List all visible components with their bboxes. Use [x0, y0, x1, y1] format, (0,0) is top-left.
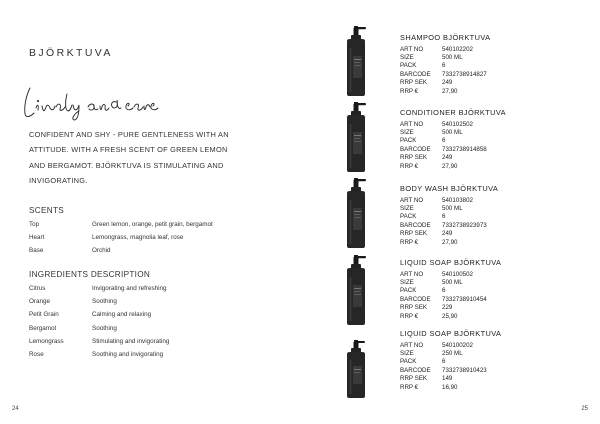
scent-row: [29, 218, 213, 231]
ingredient-row: [29, 322, 169, 335]
scent-row: [29, 244, 213, 257]
scents-title: SCENTS: [29, 206, 65, 215]
ingredient-row: [29, 308, 169, 321]
spec-row: BARCODE 7332738910423: [400, 366, 487, 374]
spec-row: RRP € 25,90: [400, 312, 458, 320]
tagline-script: [16, 80, 166, 122]
product-spec-liquid-soap-250: [400, 329, 560, 391]
spec-row: ART NO 540103802: [400, 196, 473, 204]
ingredient-desc: Invigorating and refreshing: [92, 285, 167, 293]
product-title: SHAMPOO BJÖRKTUVA: [400, 33, 491, 42]
product-bottle-image: [341, 178, 371, 248]
spec-row: ART NO 540100202: [400, 341, 473, 349]
ingredient-name: Lemongrass: [29, 337, 64, 345]
page-number-left: 24: [12, 406, 19, 412]
product-bottle-image: [341, 102, 371, 172]
spec-row: RRP SEK 149: [400, 375, 453, 383]
spec-row: RRP € 16,90: [400, 383, 458, 391]
spec-row: ART NO 540102502: [400, 120, 473, 128]
scent-note: Heart: [29, 234, 45, 242]
page-number-right: 25: [581, 406, 588, 412]
product-spec-body-wash: [400, 184, 560, 246]
product-title: CONDITIONER BJÖRKTUVA: [400, 108, 506, 117]
spec-row: ART NO 540100502: [400, 270, 473, 278]
product-spec-liquid-soap-500: [400, 258, 560, 320]
ingredient-name: Citrus: [29, 285, 46, 293]
scent-row: [29, 231, 213, 244]
spec-row: PACK 6: [400, 213, 446, 221]
pump-bottle-icon: [341, 102, 371, 172]
spec-row: RRP SEK 249: [400, 79, 453, 87]
spec-row: PACK 6: [400, 137, 446, 145]
scent-note: Top: [29, 221, 40, 229]
spec-row: SIZE 250 ML: [400, 350, 463, 358]
spec-row: BARCODE 7332738914827: [400, 70, 487, 78]
product-bottle-image: [341, 26, 371, 96]
ingredient-row: [29, 335, 169, 348]
product-bottle-image: [341, 255, 371, 325]
ingredient-name: Bergamot: [29, 324, 57, 332]
scent-note: Base: [29, 247, 44, 255]
scents-list: [29, 218, 213, 258]
spec-row: SIZE 500 ML: [400, 54, 463, 62]
spec-row: PACK 6: [400, 358, 446, 366]
scent-desc: Green lemon, orange, petit grain, bergamot: [92, 221, 213, 229]
spec-row: SIZE 500 ML: [400, 205, 463, 213]
pump-bottle-icon: [341, 26, 371, 96]
product-spec-shampoo: [400, 33, 560, 95]
scent-desc: Orchid: [92, 247, 111, 255]
spec-row: PACK 6: [400, 62, 446, 70]
ingredient-desc: Soothing and invigorating: [92, 351, 164, 359]
ingredient-row: [29, 295, 169, 308]
ingredient-name: Petit Grain: [29, 311, 59, 319]
ingredient-row: [29, 348, 169, 361]
handwritten-tagline-icon: [16, 80, 166, 122]
ingredient-name: Orange: [29, 298, 51, 306]
spec-row: SIZE 500 ML: [400, 279, 463, 287]
intro-description: CONFIDENT AND SHY - PURE GENTLENESS WITH AN ATTITUDE. WITH A FRESH SCENT OF GREEN LEMON AND BERGAMOT. BJÖRKTUVA IS STIMULATING AND INVIGORATING.: [29, 130, 229, 186]
spec-row: RRP SEK 229: [400, 304, 453, 312]
spec-row: SIZE 500 ML: [400, 129, 463, 137]
spec-row: BARCODE 7332738914858: [400, 145, 487, 153]
ingredients-title: INGREDIENTS DESCRIPTION: [29, 270, 151, 279]
ingredient-name: Rose: [29, 351, 44, 359]
product-spec-conditioner: [400, 108, 560, 170]
spec-row: BARCODE 7332738910454: [400, 295, 487, 303]
product-title: LIQUID SOAP BJÖRKTUVA: [400, 329, 502, 338]
spec-row: RRP € 27,90: [400, 87, 458, 95]
spec-row: RRP € 27,90: [400, 238, 458, 246]
scent-desc: Lemongrass, magnolia leaf, rose: [92, 234, 184, 242]
ingredient-row: [29, 282, 169, 295]
ingredient-desc: Soothing: [92, 324, 117, 332]
ingredient-desc: Stimulating and invigorating: [92, 337, 170, 345]
spec-row: RRP SEK 249: [400, 154, 453, 162]
spec-row: RRP € 27,90: [400, 162, 458, 170]
spec-row: BARCODE 7332738923973: [400, 221, 487, 229]
ingredient-desc: Soothing: [92, 298, 117, 306]
product-title: LIQUID SOAP BJÖRKTUVA: [400, 258, 502, 267]
spec-row: PACK 6: [400, 287, 446, 295]
brand-title: BJÖRKTUVA: [29, 47, 113, 59]
product-bottle-image: [343, 340, 369, 398]
spec-row: ART NO 540102202: [400, 45, 473, 53]
ingredient-desc: Calming and relaxing: [92, 311, 152, 319]
ingredients-list: [29, 282, 169, 361]
product-title: BODY WASH BJÖRKTUVA: [400, 184, 499, 193]
pump-bottle-icon: [341, 178, 371, 248]
pump-bottle-small-icon: [343, 340, 369, 398]
spec-row: RRP SEK 249: [400, 230, 453, 238]
pump-bottle-icon: [341, 255, 371, 325]
